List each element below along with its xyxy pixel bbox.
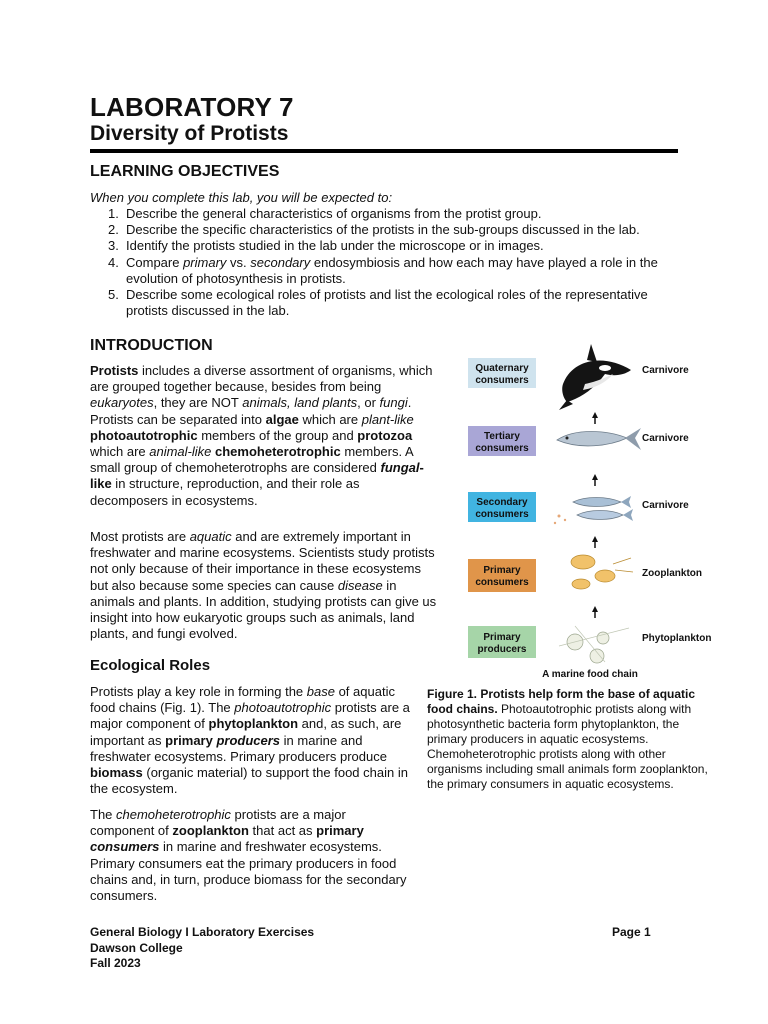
learning-objectives-list [90,206,690,319]
arrow-up-icon [592,474,598,480]
objective-item [90,255,690,287]
objective-text: Describe some ecological roles of protists and list the ecological roles of the representative protists discussed in the lab. [126,287,648,319]
arrow-up-icon [592,412,598,418]
phytoplankton-icon [559,626,629,663]
title-divider [90,149,678,153]
level-role: Phytoplankton [642,633,712,644]
level-label-line2: consumers [475,375,529,386]
level-label-line1: Quaternary [475,363,529,374]
level-role: Carnivore [642,365,689,376]
level-role: Zooplankton [642,568,702,579]
footer-institution: Dawson College [90,940,183,955]
objective-item [90,222,690,238]
level-label-line1: Primary [483,565,521,576]
ecological-roles-paragraph-1: Protists play a key role in forming the base of aquatic food chains (Fig. 1). The photoautotrophic protists are a major component of phytoplankton and, as such, are important as primary producers in marine and freshwater ecosystems. Primary producers produce biomass (organic material) to support the food chain in the ecosystem. [90,684,410,797]
learning-objectives-intro: When you complete this lab, you will be expected to: [90,190,393,205]
level-label-line2: consumers [475,509,529,520]
food-chain-figure [455,340,725,680]
page-subtitle: Diversity of Protists [90,122,289,145]
objective-text: Describe the general characteristics of organisms from the protist group. [126,206,542,221]
figure-label: A marine food chain [542,669,638,680]
small-fish-icon [554,496,633,524]
orca-icon [559,344,631,410]
introduction-paragraph-1: Protists includes a diverse assortment of organisms, which are grouped together because, besides from being eukaryotes, they are NOT animals, land plants, or fungi. Protists can be separated into algae which are plant-like photoautotrophic members of the group and protozoa which are animal-like chemoheterotrophic members. A small group of chemoheterotrophs are considered fungal-like in structure, reproduction, and their role as decomposers in ecosystems. [90,363,433,508]
footer-info [90,925,314,972]
objective-item [90,287,690,319]
level-label-line2: producers [477,644,527,655]
arrow-up-icon [592,536,598,542]
introduction-paragraph-2: Most protists are aquatic and are extremely important in freshwater and marine ecosystems. Scientists study protists not only because of their importance in these ecosystems but also because some species can cause disease in animals and plants. In addition, studying protists can give us insight into how eukaryotic groups such as animals, land plants, and fungi evolved. [90,529,437,642]
arrow-up-icon [592,606,598,612]
level-role: Carnivore [642,433,689,444]
level-label-line1: Tertiary [484,431,520,442]
level-label-line1: Primary [483,632,521,643]
objective-text: Identify the protists studied in the lab under the microscope or in images. [126,238,544,254]
level-role: Carnivore [642,500,689,511]
objective-number: 4. [108,254,119,270]
level-label-line1: Secondary [476,497,528,508]
objective-item [90,238,690,254]
introduction-heading: INTRODUCTION [90,337,213,354]
level-label-line2: consumers [475,577,529,588]
level-label-line2: consumers [475,443,529,454]
ecological-roles-heading: Ecological Roles [90,657,211,674]
zooplankton-icon [571,555,633,589]
tuna-icon [557,428,641,450]
objective-number: 2. [108,222,119,238]
page-number: Page 1 [612,925,651,939]
objective-item [90,206,690,222]
footer-course: General Biology I Laboratory Exercises [90,925,315,939]
objective-number: 1. [108,206,119,221]
ecological-roles-paragraph-2: The chemoheterotrophic protists are a major component of zooplankton that act as primary consumers in marine and freshwater ecosystems. Primary consumers eat the primary producers in food chains and, in turn, produce biomass for the secondary consumers. [90,807,407,904]
objective-number: 3. [108,238,119,254]
footer-term: Fall 2023 [90,956,141,970]
objective-text: Compare primary vs. secondary endosymbiosis and how each may have played a role in the evolution of photosynthesis in protists. [126,254,658,286]
objective-text: Describe the specific characteristics of the protists in the sub-groups discussed in the lab. [126,222,640,238]
figure-caption: Figure 1. Protists help form the base of aquatic food chains. Photoautotrophic protists along with photosynthetic bacteria form phytoplankton, the primary producers in aquatic ecosystems. Chemoheterotrophic protists along with other organisms including small animals form zooplankton, the primary consumers in aquatic ecosystems. [427,687,708,791]
learning-objectives-heading: LEARNING OBJECTIVES [90,163,280,180]
page-title: LABORATORY 7 [90,92,294,122]
objective-number: 5. [108,287,119,303]
